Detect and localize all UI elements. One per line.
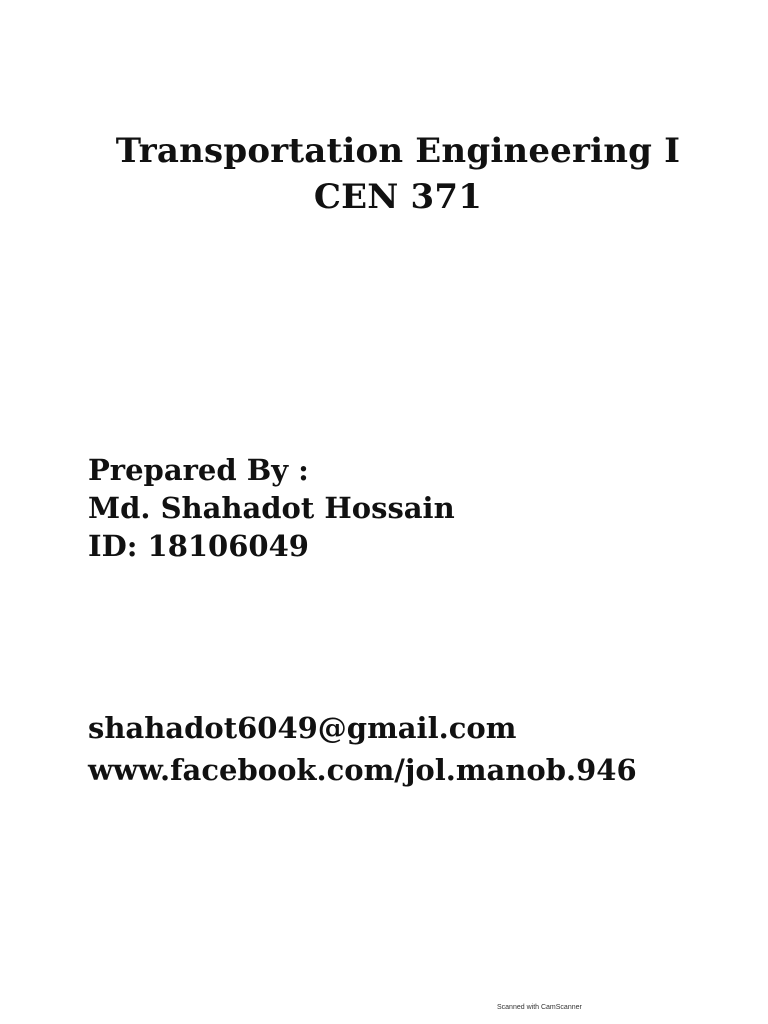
author-name: Md. Shahadot Hossain — [88, 491, 455, 525]
title-block — [0, 128, 768, 220]
author-id: ID: 18106049 — [88, 529, 309, 563]
scanner-watermark: Scanned with CamScanner — [497, 1004, 582, 1011]
author-block — [88, 451, 455, 565]
course-code: CEN 371 — [313, 177, 483, 217]
email-text: shahadot6049@gmail.com — [88, 711, 517, 745]
prepared-by-label: Prepared By : — [88, 453, 309, 487]
contact-block — [88, 707, 637, 791]
document-title: Transportation Engineering I — [115, 131, 681, 171]
facebook-text: www.facebook.com/jol.manob.946 — [88, 753, 637, 787]
